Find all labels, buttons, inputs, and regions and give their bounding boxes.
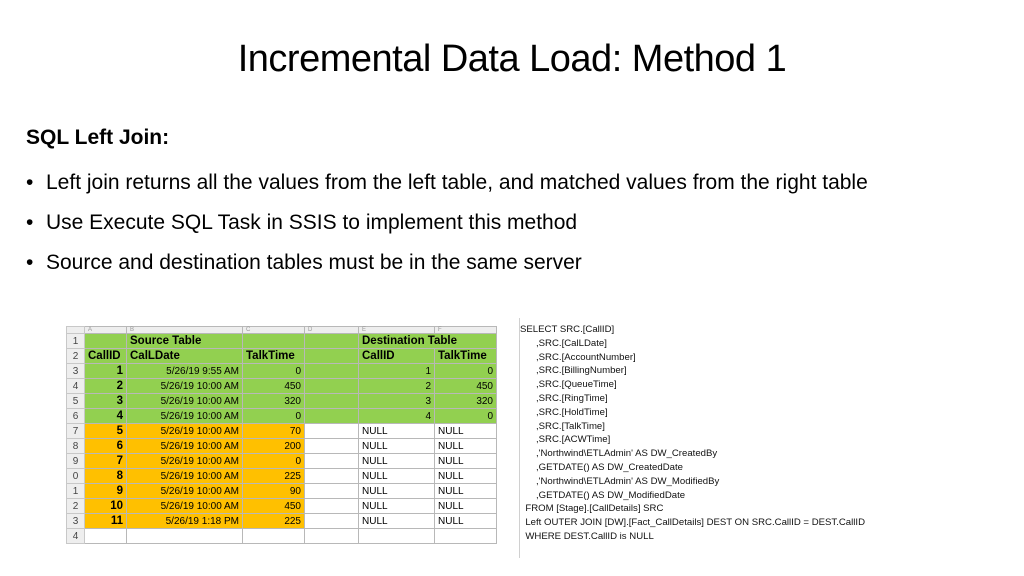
row-number: 1 — [67, 484, 85, 499]
sql-line: ,SRC.[CalLDate] — [520, 337, 607, 349]
cell-empty — [305, 484, 359, 499]
table-header-row — [67, 349, 497, 364]
column-letter: A — [85, 327, 127, 334]
column-letter: C — [243, 327, 305, 334]
cell-talktime: 225 — [243, 469, 305, 484]
cell-talktime: 70 — [243, 424, 305, 439]
cell-dest-talktime: NULL — [435, 439, 497, 454]
column-letter: E — [359, 327, 435, 334]
cell-empty — [305, 364, 359, 379]
sql-line: ,SRC.[BillingNumber] — [520, 365, 627, 377]
cell-talktime: 90 — [243, 484, 305, 499]
sql-line: SELECT SRC.[CallID] — [520, 324, 615, 335]
cell-empty — [305, 424, 359, 439]
sql-line: ,'Northwind\ETLAdmin' AS DW_CreatedBy — [520, 448, 718, 460]
table-row — [67, 394, 497, 409]
row-number: 0 — [67, 469, 85, 484]
cell-callid: 8 — [85, 469, 127, 484]
cell-dest-callid: 4 — [359, 409, 435, 424]
cell-talktime: 0 — [243, 409, 305, 424]
cell-dest-talktime: NULL — [435, 484, 497, 499]
cell-dest-talktime: 0 — [435, 364, 497, 379]
table-row — [67, 424, 497, 439]
row-number: 3 — [67, 364, 85, 379]
table-row — [67, 499, 497, 514]
cell-callid: 9 — [85, 484, 127, 499]
cell-dest-callid: NULL — [359, 514, 435, 529]
source-table-title: Source Table — [127, 334, 243, 349]
cell-dest-talktime: NULL — [435, 454, 497, 469]
column-letter: F — [435, 327, 497, 334]
cell-calldate: 5/26/19 10:00 AM — [127, 409, 243, 424]
cell-calldate: 5/26/19 10:00 AM — [127, 424, 243, 439]
cell-callid: 5 — [85, 424, 127, 439]
header-dest-callid: CallID — [359, 349, 435, 364]
cell-calldate: 5/26/19 10:00 AM — [127, 454, 243, 469]
column-letter: B — [127, 327, 243, 334]
cell-talktime: 0 — [243, 454, 305, 469]
row-number: 5 — [67, 394, 85, 409]
sql-line: WHERE DEST.CallID is NULL — [520, 531, 654, 542]
header-dest-talktime: TalkTime — [435, 349, 497, 364]
cell-dest-callid: NULL — [359, 454, 435, 469]
sql-line: ,SRC.[ACWTime] — [520, 434, 611, 446]
cell-dest-callid: 2 — [359, 379, 435, 394]
sql-line: ,GETDATE() AS DW_ModifiedDate — [520, 489, 686, 501]
cell-empty — [305, 394, 359, 409]
table-row — [67, 514, 497, 529]
cell-empty — [305, 469, 359, 484]
cell-dest-talktime: NULL — [435, 469, 497, 484]
cell-callid: 10 — [85, 499, 127, 514]
cell-dest-talktime: NULL — [435, 499, 497, 514]
cell-dest-callid: NULL — [359, 499, 435, 514]
sql-line: FROM [Stage].[CallDetails] SRC — [520, 503, 664, 515]
column-letter: D — [305, 327, 359, 334]
sql-query-screenshot — [519, 318, 865, 558]
sql-line: ,SRC.[HoldTime] — [520, 406, 608, 418]
row-number: 4 — [67, 529, 85, 544]
cell-callid: 1 — [85, 364, 127, 379]
cell-talktime: 450 — [243, 499, 305, 514]
cell-empty — [305, 454, 359, 469]
cell-talktime: 225 — [243, 514, 305, 529]
cell-dest-talktime: NULL — [435, 424, 497, 439]
cell-empty — [305, 409, 359, 424]
cell-calldate: 5/26/19 1:18 PM — [127, 514, 243, 529]
cell-calldate: 5/26/19 10:00 AM — [127, 379, 243, 394]
cell-talktime: 320 — [243, 394, 305, 409]
cell-calldate: 5/26/19 9:55 AM — [127, 364, 243, 379]
sql-line: Left OUTER JOIN [DW].[Fact_CallDetails] DEST ON SRC.CallID = DEST.CallID — [520, 517, 865, 529]
header-src-callid: CallID — [85, 349, 127, 364]
cell-dest-talktime: 0 — [435, 409, 497, 424]
table-row — [67, 409, 497, 424]
cell-dest-callid: NULL — [359, 484, 435, 499]
bullet-item: • Use Execute SQL Task in SSIS to implement this method — [26, 208, 926, 237]
section-heading: SQL Left Join: — [26, 126, 170, 149]
row-number: 6 — [67, 409, 85, 424]
cell-dest-callid: 1 — [359, 364, 435, 379]
cell-callid: 3 — [85, 394, 127, 409]
cell-calldate: 5/26/19 10:00 AM — [127, 439, 243, 454]
cell-talktime: 0 — [243, 364, 305, 379]
cell-callid: 6 — [85, 439, 127, 454]
row-number: 7 — [67, 424, 85, 439]
spreadsheet-screenshot — [66, 326, 512, 558]
row-number: 1 — [67, 334, 85, 349]
cell-dest-talktime: NULL — [435, 514, 497, 529]
cell-dest-talktime: 450 — [435, 379, 497, 394]
cell-dest-callid: NULL — [359, 469, 435, 484]
cell-callid: 11 — [85, 514, 127, 529]
cell-callid: 4 — [85, 409, 127, 424]
header-src-talktime: TalkTime — [243, 349, 305, 364]
table-row — [67, 439, 497, 454]
header-src-calldate: CalLDate — [127, 349, 243, 364]
cell-talktime: 450 — [243, 379, 305, 394]
row-number: 9 — [67, 454, 85, 469]
bullet-item: • Source and destination tables must be in the same server — [26, 248, 926, 277]
sql-line: ,SRC.[TalkTime] — [520, 420, 605, 432]
cell-dest-callid: 3 — [359, 394, 435, 409]
sql-line: ,SRC.[QueueTime] — [520, 379, 617, 391]
row-number: 8 — [67, 439, 85, 454]
cell-callid: 7 — [85, 454, 127, 469]
table-row — [67, 484, 497, 499]
cell-calldate: 5/26/19 10:00 AM — [127, 484, 243, 499]
table-row — [67, 379, 497, 394]
spreadsheet-table — [66, 326, 497, 544]
row-number: 4 — [67, 379, 85, 394]
sql-line: ,SRC.[RingTime] — [520, 393, 608, 404]
cell-calldate: 5/26/19 10:00 AM — [127, 394, 243, 409]
cell-dest-callid: NULL — [359, 424, 435, 439]
cell-callid: 2 — [85, 379, 127, 394]
sql-line: ,GETDATE() AS DW_CreatedDate — [520, 462, 683, 473]
cell-dest-callid: NULL — [359, 439, 435, 454]
row-number: 2 — [67, 499, 85, 514]
cell-talktime: 200 — [243, 439, 305, 454]
column-header-row — [67, 327, 497, 334]
destination-table-title: Destination Table — [359, 334, 497, 349]
row-number: 2 — [67, 349, 85, 364]
table-row — [67, 469, 497, 484]
sql-line: ,'Northwind\ETLAdmin' AS DW_ModifiedBy — [520, 475, 720, 487]
spreadsheet-data-rows — [67, 364, 497, 529]
bullet-item: • Left join returns all the values from the left table, and matched values from the right table — [26, 168, 926, 197]
cell-empty — [305, 379, 359, 394]
table-row — [67, 529, 497, 544]
cell-empty — [305, 439, 359, 454]
slide-title: Incremental Data Load: Method 1 — [237, 38, 787, 80]
cell-dest-talktime: 320 — [435, 394, 497, 409]
cell-empty — [305, 514, 359, 529]
table-row — [67, 334, 497, 349]
cell-calldate: 5/26/19 10:00 AM — [127, 469, 243, 484]
row-number: 3 — [67, 514, 85, 529]
cell-calldate: 5/26/19 10:00 AM — [127, 499, 243, 514]
table-row — [67, 364, 497, 379]
sql-line: ,SRC.[AccountNumber] — [520, 351, 636, 363]
bullet-list — [26, 168, 926, 288]
table-row — [67, 454, 497, 469]
cell-empty — [305, 499, 359, 514]
